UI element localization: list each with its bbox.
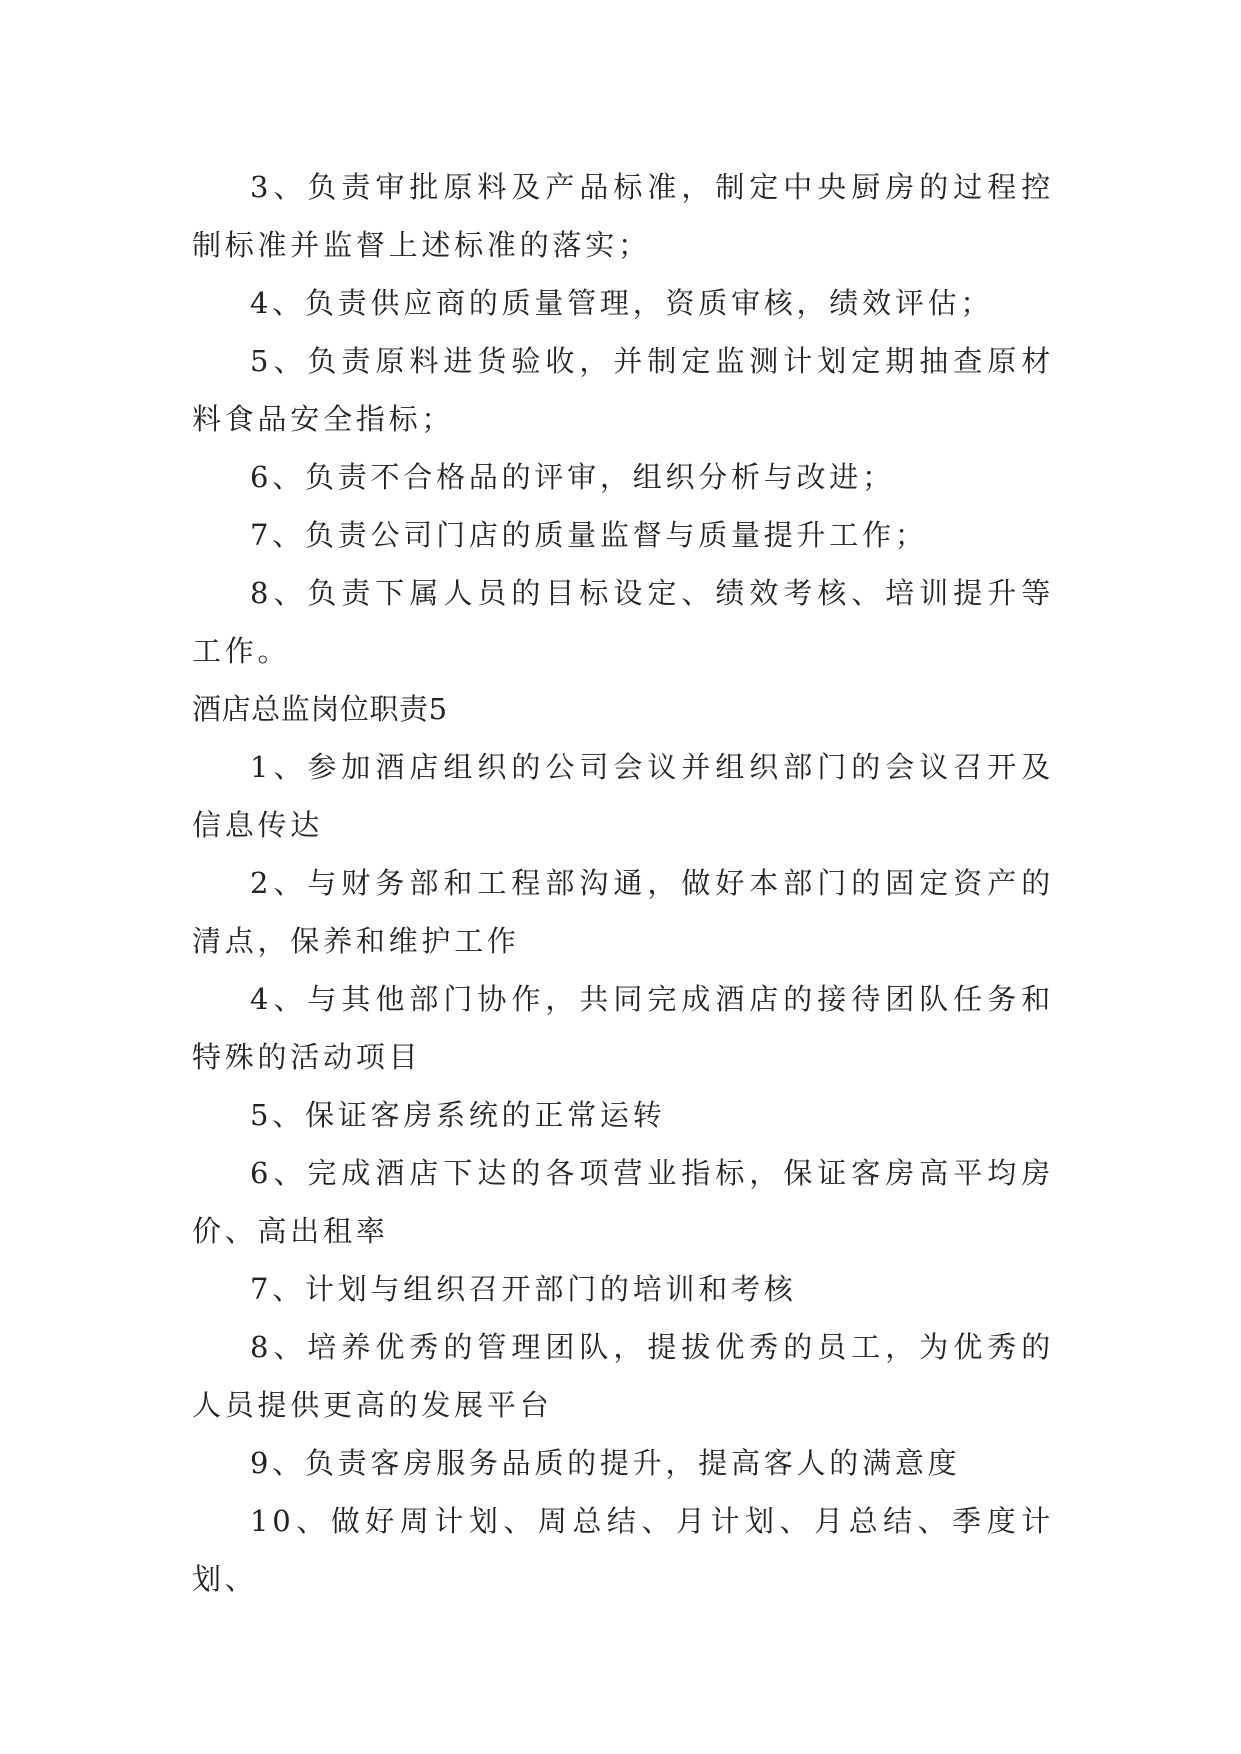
duty-item: 7、负责公司门店的质量监督与质量提升工作； — [250, 518, 928, 552]
duty-item: 1、参加酒店组织的公司会议并组织部门的会议召开及信息传达 — [192, 750, 1054, 842]
duty-item: 8、培养优秀的管理团队，提拔优秀的员工，为优秀的人员提供更高的发展平台 — [192, 1330, 1054, 1422]
document-page — [192, 158, 1054, 1608]
duty-item: 10、做好周计划、周总结、月计划、月总结、季度计划、 — [192, 1504, 1054, 1596]
duty-item: 7、计划与组织召开部门的培训和考核 — [250, 1272, 797, 1306]
duty-item: 6、负责不合格品的评审，组织分析与改进； — [250, 460, 895, 494]
duty-item: 4、与其他部门协作，共同完成酒店的接待团队任务和特殊的活动项目 — [192, 982, 1054, 1074]
duty-item: 6、完成酒店下达的各项营业指标，保证客房高平均房价、高出租率 — [192, 1156, 1054, 1248]
duty-item: 4、负责供应商的质量管理，资质审核，绩效评估； — [250, 286, 994, 320]
section-heading: 酒店总监岗位职责5 — [192, 692, 448, 726]
duty-item: 5、保证客房系统的正常运转 — [250, 1098, 666, 1132]
duty-item: 5、负责原料进货验收，并制定监测计划定期抽查原材料食品安全指标； — [192, 344, 1054, 436]
duty-item: 9、负责客房服务品质的提升，提高客人的满意度 — [250, 1446, 961, 1480]
duty-item: 2、与财务部和工程部沟通，做好本部门的固定资产的清点，保养和维护工作 — [192, 866, 1054, 958]
duty-item: 8、负责下属人员的目标设定、绩效考核、培训提升等工作。 — [192, 576, 1054, 668]
duty-item: 3、负责审批原料及产品标准，制定中央厨房的过程控制标准并监督上述标准的落实； — [192, 170, 1054, 262]
